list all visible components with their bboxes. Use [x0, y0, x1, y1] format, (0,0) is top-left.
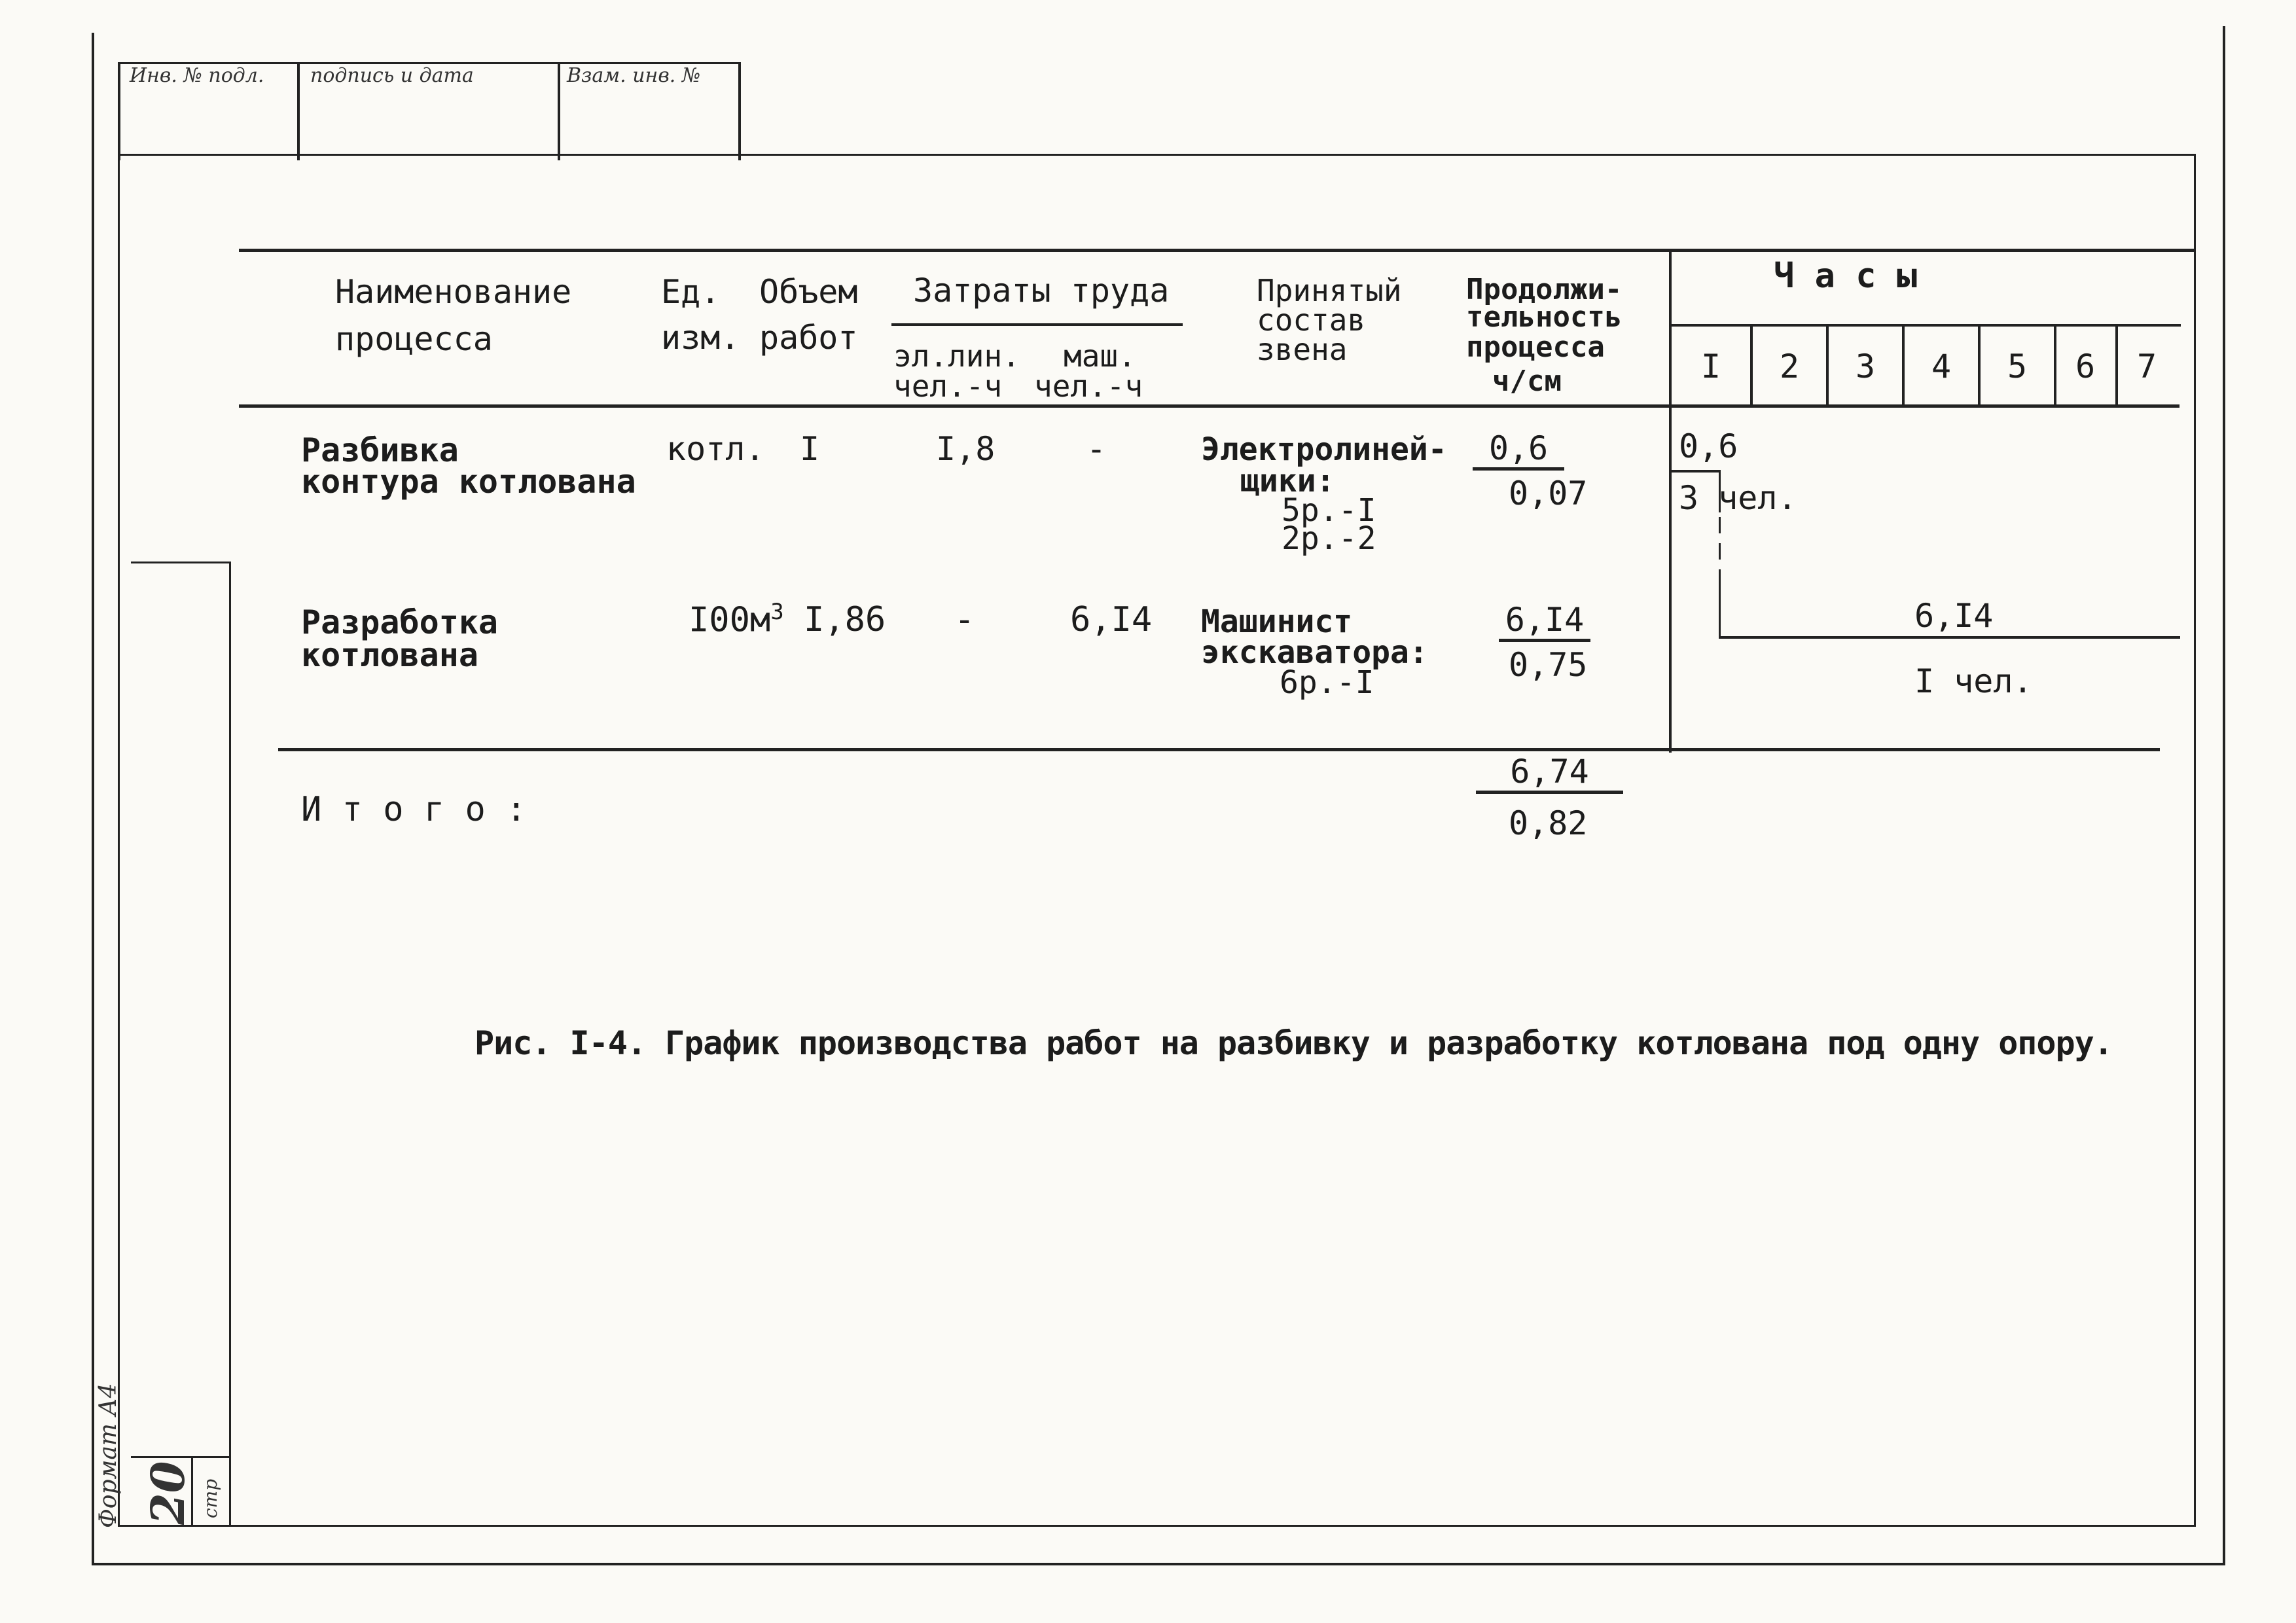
hour-5: 5 [2007, 348, 2028, 385]
row2-crew-2: экскаватора: [1201, 634, 1428, 671]
hour-2: 2 [1779, 348, 1800, 385]
left-strip-right [229, 562, 231, 1527]
inner-top [118, 154, 2196, 156]
row1-crew-1: Электролиней- [1201, 431, 1447, 468]
row1-crew-4: 2р.-2 [1282, 520, 1376, 557]
header-unit-2: изм. [661, 319, 740, 357]
header-labor-mash-1: маш. [1064, 338, 1136, 374]
row2-unit-text: I00м [689, 600, 771, 640]
row1-dur-top: 0,6 [1473, 429, 1564, 471]
header-crew-3: звена [1257, 332, 1348, 367]
hour-7: 7 [2136, 348, 2157, 385]
header-name-2: процесса [335, 320, 493, 358]
row1-crew-2: щики: [1240, 463, 1335, 499]
stamp-div-4 [738, 62, 741, 160]
row2-crew-3: 6р.-I [1280, 664, 1374, 701]
row1-bar [1672, 470, 1721, 473]
row2-dur-bottom: 0,75 [1509, 646, 1588, 684]
row1-bar-people: 3 чел. [1679, 479, 1797, 517]
format-label: Формат А4 [95, 1383, 122, 1528]
inner-right [2194, 154, 2196, 1525]
row2-labor-el: - [954, 600, 975, 639]
row1-labor-mash: - [1086, 430, 1107, 468]
page-number: 20 [141, 1461, 195, 1525]
hours-subline [1670, 324, 2181, 327]
row2-labor-mash: 6,I4 [1070, 600, 1153, 639]
hour-4: 4 [1931, 348, 1952, 385]
row1-name-2: контура котлована [301, 463, 636, 501]
header-labor-mash-2: чел.-ч [1034, 368, 1143, 404]
row1-labor-el: I,8 [936, 430, 996, 468]
header-unit-1: Ед. [661, 273, 721, 311]
row2-bar-start [1719, 582, 1721, 638]
row2-dur-top: 6,I4 [1499, 601, 1590, 642]
frame-left [92, 33, 94, 1564]
page-label: стр [200, 1478, 221, 1518]
header-crew-2: состав [1257, 302, 1366, 338]
header-labor: Затраты труда [913, 272, 1170, 310]
stamp-vzam-inv: Взам. инв. № [567, 64, 701, 87]
row2-unit-sup: 3 [770, 599, 784, 625]
header-volume-2: работ [759, 319, 858, 357]
row1-name-1: Разбивка [301, 431, 459, 469]
stamp-div-2 [297, 62, 300, 160]
frame-right [2223, 26, 2225, 1564]
figure-caption: Рис. I-4. График производства работ на разбивку и разработку котлована под одну опору. [475, 1024, 2113, 1062]
hour-1: I [1700, 348, 1721, 385]
stamp-div-3 [558, 62, 560, 160]
header-bottom-line [239, 404, 2179, 408]
row1-bar-value: 0,6 [1679, 427, 1738, 465]
transfer-dashed [1719, 517, 1721, 582]
inner-left [118, 154, 120, 1525]
total-line [278, 748, 2160, 751]
header-dur-1: Продолжи- [1466, 273, 1623, 306]
row1-volume: I [800, 430, 820, 468]
row2-bar-people: I чел. [1914, 662, 2033, 700]
row2-volume: I,86 [804, 600, 886, 639]
row2-bar-value: 6,I4 [1914, 597, 1994, 635]
header-crew-1: Принятый [1257, 273, 1402, 308]
hour-3: 3 [1855, 348, 1876, 385]
hours-left-border [1669, 252, 1672, 753]
header-top-line [239, 249, 2196, 252]
frame-bottom [92, 1563, 2225, 1565]
header-dur-2: тельность [1466, 300, 1623, 334]
stamp-podpis-data: подпись и дата [310, 64, 474, 87]
row2-bar [1719, 636, 2180, 639]
page-box-top [131, 1456, 230, 1458]
row2-name-1: Разработка [301, 603, 499, 641]
total-bottom: 0,82 [1509, 804, 1588, 842]
row2-unit [689, 601, 784, 638]
row1-unit: котл. [666, 430, 765, 468]
header-hours: Ч а с ы [1774, 257, 1918, 296]
row2-name-2: котлована [301, 636, 478, 674]
header-name-1: Наименование [335, 273, 572, 311]
row2-crew-1: Машинист [1201, 603, 1353, 640]
left-strip-top [131, 562, 230, 563]
labor-underline [891, 323, 1183, 326]
row1-dur-bottom: 0,07 [1509, 474, 1588, 512]
row1-crew-3: 5р.-I [1282, 492, 1376, 529]
hour-6: 6 [2075, 348, 2096, 385]
header-volume-1: Объем [759, 273, 858, 311]
stamp-inv-podl: Инв. № подл. [130, 64, 264, 87]
total-label: И т о г о : [301, 790, 527, 829]
inner-bottom [118, 1525, 2196, 1527]
stamp-div-1 [118, 62, 120, 160]
total-top: 6,74 [1476, 753, 1623, 794]
header-dur-3: процесса [1466, 330, 1605, 364]
header-labor-el-2: чел.-ч [893, 368, 1003, 404]
header-dur-4: ч/см [1492, 365, 1562, 398]
header-labor-el-1: эл.лин. [893, 338, 1020, 374]
